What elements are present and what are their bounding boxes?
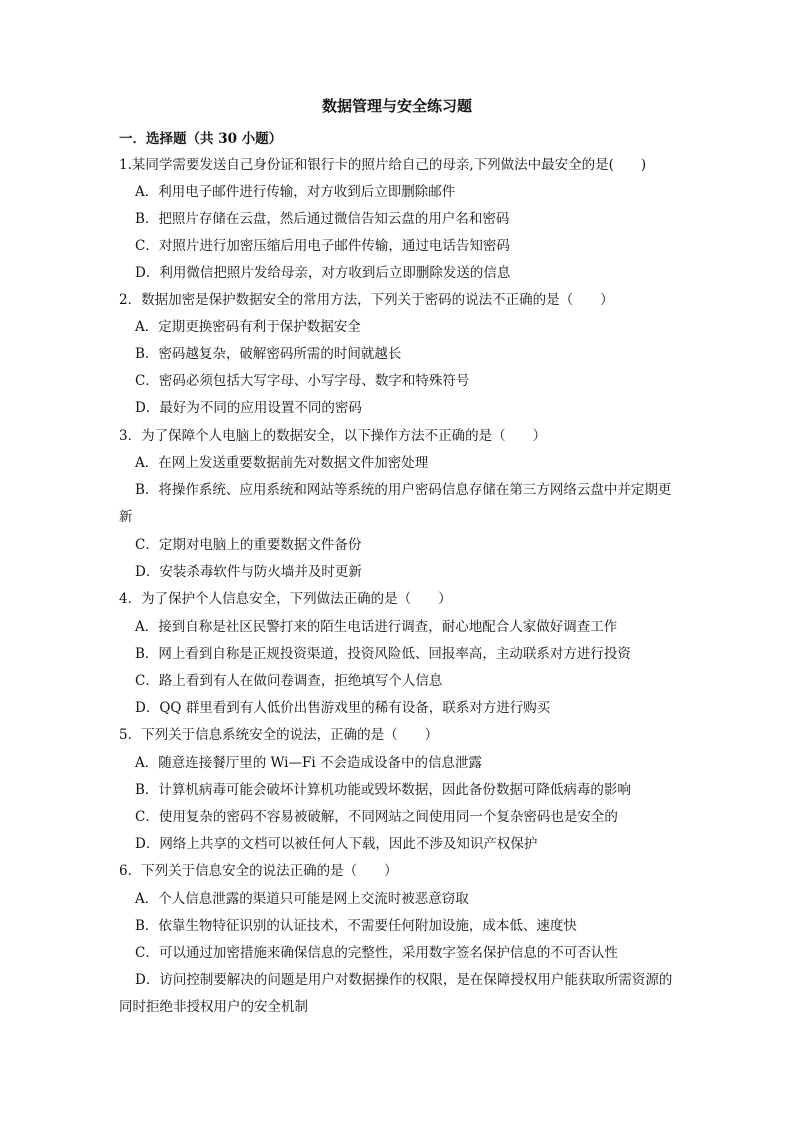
question-5-option-d: D．网络上共享的文档可以被任何人下载，因此不涉及知识产权保护: [135, 836, 538, 852]
question-2-option-d: D．最好为不同的应用设置不同的密码: [135, 400, 362, 416]
question-3-stem: 3．为了保障个人电脑上的数据安全，以下操作方法不正确的是（ ）: [119, 428, 547, 444]
question-4-stem: 4．为了保护个人信息安全，下列做法正确的是（ ）: [119, 591, 452, 607]
question-1-option-d: D．利用微信把照片发给母亲，对方收到后立即删除发送的信息: [135, 265, 511, 281]
question-1-option-b: B．把照片存储在云盘，然后通过微信告知云盘的用户名和密码: [135, 211, 510, 227]
question-5-option-a: A．随意连接餐厅里的 Wi—Fi 不会造成设备中的信息泄露: [135, 755, 482, 771]
question-3-option-c: C．定期对电脑上的重要数据文件备份: [135, 537, 362, 553]
question-6-option-c: C．可以通过加密措施来确保信息的完整性，采用数字签名保护信息的不可否认性: [135, 945, 618, 961]
question-6-stem: 6．下列关于信息安全的说法正确的是（ ）: [119, 863, 398, 879]
question-5-option-b: B．计算机病毒可能会破坏计算机功能或毁坏数据，因此备份数据可降低病毒的影响: [135, 782, 631, 798]
question-4-option-a: A．接到自称是社区民警打来的陌生电话进行调查，耐心地配合人家做好调查工作: [135, 619, 618, 635]
question-4-option-b: B．网上看到自称是正规投资渠道，投资风险低、回报率高，主动联系对方进行投资: [135, 646, 631, 662]
question-2-stem: 2．数据加密是保护数据安全的常用方法，下列关于密码的说法不正确的是（ ）: [119, 292, 614, 308]
question-6-option-a: A．个人信息泄露的渠道只可能是网上交流时被恶意窃取: [135, 891, 469, 907]
question-3-option-a: A．在网上发送重要数据前先对数据文件加密处理: [135, 455, 429, 471]
question-1-option-a: A．利用电子邮件进行传输，对方收到后立即删除邮件: [135, 184, 456, 200]
question-2-option-b: B．密码越复杂，破解密码所需的时间就越长: [135, 346, 402, 362]
question-1-stem: 1.某同学需要发送自己身份证和银行卡的照片给自己的母亲,下列做法中最安全的是( ): [119, 157, 647, 173]
question-1-option-c: C．对照片进行加密压缩后用电子邮件传输，通过电话告知密码: [135, 238, 510, 254]
question-2-option-a: A．定期更换密码有利于保护数据安全: [135, 319, 361, 335]
section-heading: 一．选择题（共 30 小题）: [119, 131, 283, 147]
question-4-option-d: D．QQ 群里看到有人低价出售游戏里的稀有设备，联系对方进行购买: [135, 700, 551, 716]
question-2-option-c: C．密码必须包括大写字母、小写字母、数字和特殊符号: [135, 373, 470, 389]
question-6-option-b: B．依靠生物特征识别的认证技术，不需要任何附加设施，成本低、速度快: [135, 918, 577, 934]
question-6-option-d: D．访问控制要解决的问题是用户对数据操作的权限，是在保障授权用户能获取所需资源的同时拒绝非授权用户的安全机制: [119, 972, 673, 1015]
question-5-stem: 5．下列关于信息系统安全的说法，正确的是（ ）: [119, 727, 439, 743]
page-title: 数据管理与安全练习题: [321, 97, 472, 115]
question-3-option-d: D．安装杀毒软件与防火墙并及时更新: [135, 564, 362, 580]
question-5-option-c: C．使用复杂的密码不容易被破解，不同网站之间使用同一个复杂密码也是安全的: [135, 809, 618, 825]
question-3-option-b: B．将操作系统、应用系统和网站等系统的用户密码信息存储在第三方网络云盘中并定期更新: [119, 482, 672, 525]
question-4-option-c: C．路上看到有人在做问卷调查，拒绝填写个人信息: [135, 673, 443, 689]
